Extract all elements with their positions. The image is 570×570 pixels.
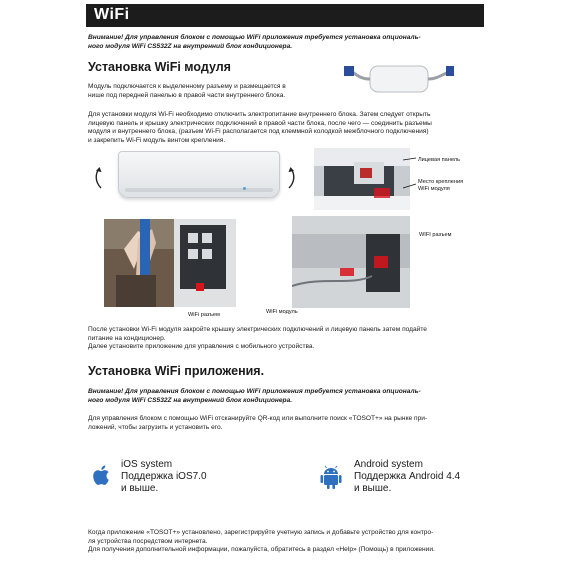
label-wifi-connector-right: WIFI разъем — [419, 232, 452, 238]
warning-2: Внимание! Для управления блоком с помощью WiFi приложения требуется установка опциональ- ного модуля WiFi CS532Z на внутренний блок кондиционера. — [88, 388, 421, 404]
section2-title: Установка WiFi приложения. — [88, 364, 265, 378]
arrow-up-left-icon — [92, 166, 106, 190]
android-info: Android system Поддержка Android 4.4 и выше. — [354, 459, 461, 494]
wifi-module-image — [338, 52, 458, 100]
apple-icon — [92, 463, 112, 487]
front-panel-photo — [314, 148, 410, 210]
label-wifi-module: WiFi модуль — [266, 309, 298, 315]
section2-para: Для управления блоком с помощью WiFi отсканируйте QR-код или выполните поиск «TOSOT+» на рынке при- ложений, чтобы загрузить и установить его. — [88, 415, 428, 431]
label-wifi-connector-left: WiFi разъем — [188, 312, 220, 318]
footer-text: Когда приложение «TOSOT+» установлено, зарегистрируйте учетную запись и добавьте устройство для контро- ля устройства посредством интернета. Для получения дополнительной информации, пожалуйста, обратитесь в раздел «Help» (Помощь) в приложении. — [88, 529, 435, 554]
section1-para1: Модуль подключается к выделенному разъему и размещается в нише под передней панелью в правой части внутреннего блока. — [88, 83, 286, 99]
section1-title: Установка WiFi модуля — [88, 60, 231, 74]
connector-photo — [174, 219, 236, 307]
arrow-up-right-icon — [284, 166, 298, 190]
ios-info: iOS system Поддержка iOS7.0 и выше. — [121, 459, 207, 494]
label-front-panel: Лицевая панель — [418, 157, 460, 163]
header-bar — [86, 4, 484, 27]
header-title: WiFi — [94, 6, 130, 23]
ac-unit-image — [118, 151, 280, 198]
warning-1: Внимание! Для управления блоком с помощью WiFi приложения требуется установка опциональ- ного модуля WiFi CS532Z на внутренний блок кондиционера. — [88, 34, 421, 50]
hand-module-photo — [104, 219, 174, 307]
section1-para3: После установки Wi-Fi модуля закройте крышку электрических подключений и лицевую панель затем подайте питание на кондиционер. Далее установите приложение для управления с мобильного устройства. — [88, 326, 427, 351]
module-installed-photo — [292, 216, 410, 308]
android-icon — [320, 465, 342, 489]
label-mount-place: Место крепления WiFi модуля — [418, 179, 464, 192]
section1-para2: Для установки модуля Wi-Fi необходимо отключить электропитание внутреннего блока. Затем следует открыть лицевую панель и крышку электрических подключений в правой части блока, после чего — соединить разъемы модуля и внутреннего блока, (разъем Wi-Fi располагается под клеммной колодкой межблочного подключения) и закрепить Wi-Fi модуль винтом крепления. — [88, 111, 432, 144]
